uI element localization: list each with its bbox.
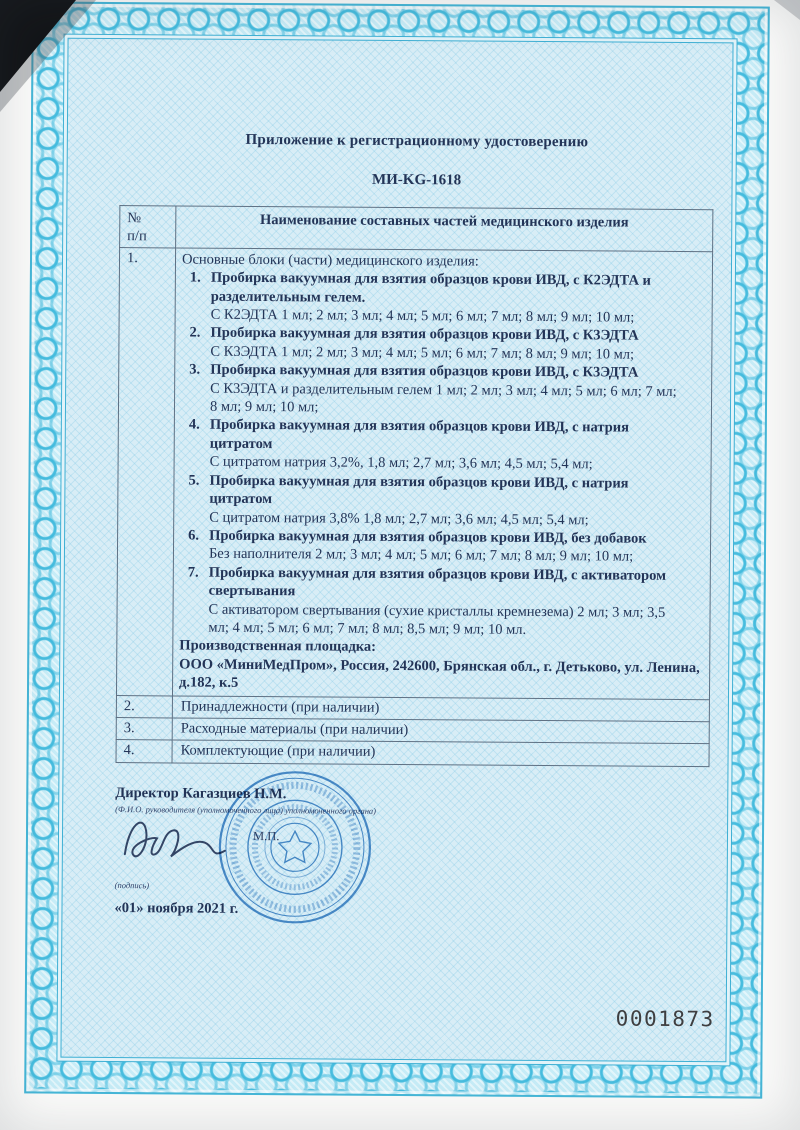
component-item (179, 361, 703, 420)
column-header-num-line2: п/п (127, 228, 147, 245)
item-title: Пробирка вакуумная для взятия образцов крови ИВД, с натрия цитратом (209, 472, 629, 508)
components-table (116, 205, 714, 767)
item-number: 3. (189, 361, 201, 378)
stamp-seal (214, 767, 375, 928)
table-row-main (116, 247, 712, 699)
mp-label: М.П. (252, 828, 280, 843)
item-number: 4. (188, 417, 200, 434)
row-number: 2. (116, 695, 172, 718)
item-number: 2. (189, 324, 201, 342)
row-text: Принадлежности (при наличии) (172, 695, 709, 721)
item-desc: С цитратом натрия 3,2%, 1,8 мл; 2,7 мл; 3,6 мл; 4,5 мл; 5,4 мл; (209, 453, 593, 473)
component-item (178, 526, 702, 566)
director-caption: (Ф.И.О. руководителя (уполномоченного лица) уполномоченного органа) (115, 803, 377, 816)
table-header-row (120, 206, 713, 252)
item-desc: С К3ЭДТА 1 мл; 2 мл; 3 мл; 4 мл; 5 мл; 6 мл; 7 мл; 8 мл; 9 мл; 10 мл; (210, 343, 635, 363)
page-title: Приложение к регистрационному удостоверению (245, 131, 589, 151)
ornamental-border (24, 1, 770, 1098)
component-item (179, 324, 703, 364)
item-title: Пробирка вакуумная для взятия образцов крови ИВД, с К3ЭДТА (210, 325, 639, 345)
registration-number: МИ-KG-1618 (371, 171, 462, 189)
row-number: 3. (116, 718, 172, 741)
component-item (178, 471, 702, 530)
row1-intro: Основные блоки (части) медицинского изделия: (181, 251, 479, 270)
table-row (116, 740, 709, 767)
row-text: Комплектующие (при наличии) (172, 740, 709, 766)
column-header-num-line1: № (127, 210, 142, 227)
column-header-name: Наименование составных частей медицинского изделия (176, 206, 713, 252)
date-line: «01» ноября 2021 г. (114, 899, 239, 917)
component-item (177, 563, 702, 640)
item-number: 5. (188, 472, 200, 489)
item-desc: С К2ЭДТА 1 мл; 2 мл; 3 мл; 4 мл; 5 мл; 6 мл; 7 мл; 8 мл; 9 мл; 10 мл; (210, 306, 635, 326)
item-desc: С активатором свертывания (сухие кристаллы кремнезема) 2 мл; 3 мл; 3,5 мл; 4 мл; 5 мл; 6 мл; 7 мл; 8 мл; 8,5 мл; 9 мл; 10 мл. (208, 601, 666, 638)
row-text: Расходные материалы (при наличии) (172, 718, 709, 744)
components-cell (172, 248, 712, 699)
production-site-address: ООО «МиниМедПром», Россия, 242600, Брянская обл., г. Детьково, ул. Ленина, д.182, к.5 (179, 656, 700, 692)
signature-caption: (подпись) (114, 879, 150, 891)
item-title: Пробирка вакуумная для взятия образцов крови ИВД, с К2ЭДТА и разделительным гелем. (210, 269, 652, 306)
component-item (180, 269, 704, 328)
document-content (114, 131, 713, 921)
item-number: 7. (187, 564, 199, 581)
item-title: Пробирка вакуумная для взятия образцов крови ИВД, без добавок (209, 527, 647, 547)
scan-corner-shade-right (774, 0, 800, 20)
item-title: Пробирка вакуумная для взятия образцов крови ИВД, с К3ЭДТА (210, 361, 639, 381)
column-header-num (120, 206, 176, 248)
production-site-label: Производственная площадка: (179, 637, 377, 656)
item-number: 1. (189, 269, 201, 286)
item-desc: С К3ЭДТА и разделительным гелем 1 мл; 2 мл; 3 мл; 4 мл; 5 мл; 6 мл; 7 мл; 8 мл; 9 мл; 10 мл; (209, 380, 677, 416)
item-number: 6. (188, 527, 200, 544)
item-desc: Без наполнителя 2 мл; 3 мл; 4 мл; 5 мл; 6 мл; 7 мл; 8 мл; 9 мл; 10 мл; (208, 546, 634, 565)
row-number: 1. (116, 247, 175, 695)
document-page (60, 38, 733, 1063)
director-name: Директор Кагазциев Н.М. (115, 784, 287, 803)
item-desc: С цитратом натрия 3,8% 1,8 мл; 2,7 мл; 3,6 мл; 4,5 мл; 5,4 мл; (209, 509, 589, 528)
row-number: 4. (116, 740, 172, 763)
component-item (179, 416, 703, 475)
item-title: Пробирка вакуумная для взятия образцов крови ИВД, с активатором свертывания (208, 564, 667, 600)
signature-area (115, 816, 709, 882)
serial-number: 0001873 (615, 1006, 715, 1032)
item-title: Пробирка вакуумная для взятия образцов крови ИВД, с натрия цитратом (209, 417, 630, 453)
